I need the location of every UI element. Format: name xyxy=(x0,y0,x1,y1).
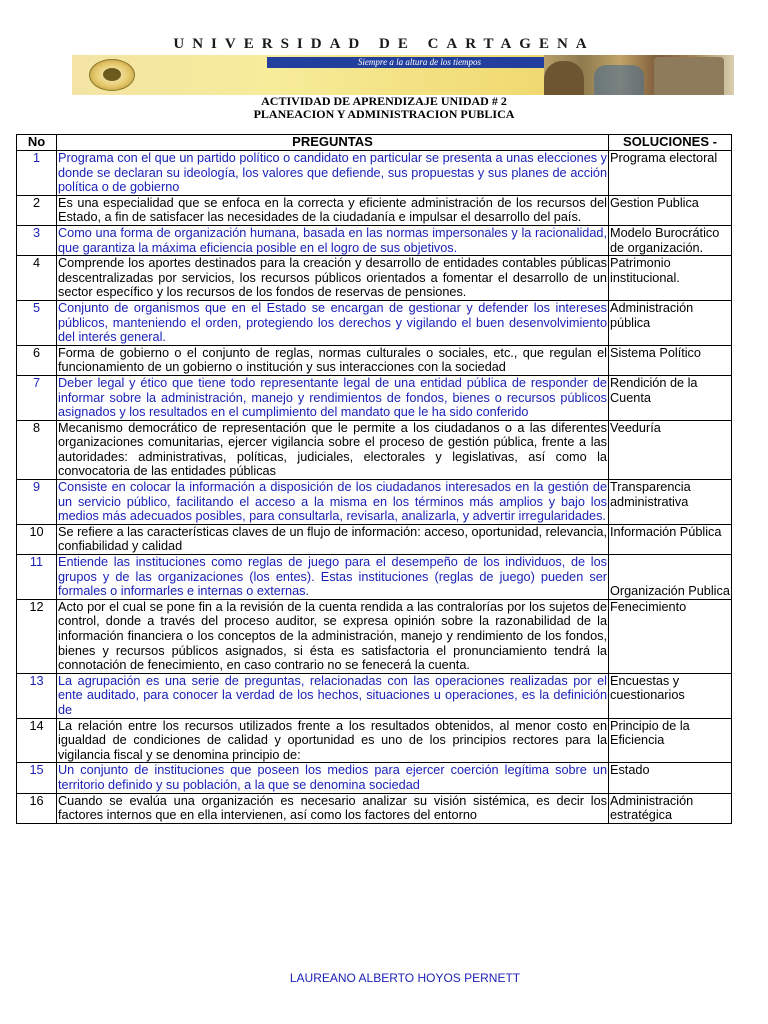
row-solution: Patrimonio institucional. xyxy=(609,256,732,301)
table-row xyxy=(17,673,732,718)
row-solution: Organización Publica xyxy=(609,555,732,600)
table-row xyxy=(17,225,732,255)
row-number: 6 xyxy=(17,345,57,375)
row-number: 7 xyxy=(17,375,57,420)
row-solution: Principio de la Eficiencia xyxy=(609,718,732,763)
table-header-row xyxy=(17,135,732,151)
row-number: 11 xyxy=(17,555,57,600)
table-row xyxy=(17,256,732,301)
document-subtitle: PLANEACION Y ADMINISTRACION PUBLICA xyxy=(253,107,515,121)
table-row xyxy=(17,375,732,420)
row-question: Deber legal y ético que tiene todo representante legal de una entidad pública de responder de informar sobre la administración, manejo y rendimientos de fondos, bienes o recursos públicos asignados y los resultados en el cumplimiento del mandato que le ha sido conferido xyxy=(58,375,607,420)
row-number: 14 xyxy=(17,718,57,763)
row-question: La relación entre los recursos utilizados frente a los resultados obtenidos, al menor costo en igualdad de condiciones de calidad y oportunidad es uno de los principios rectores para la vigilancia fiscal y se denomina principio de: xyxy=(58,718,607,762)
row-number: 4 xyxy=(17,256,57,301)
row-solution: Gestion Publica xyxy=(609,195,732,225)
university-title: UNIVERSIDAD DE CARTAGENA xyxy=(173,36,595,52)
campus-photos xyxy=(544,55,734,95)
row-question: Conjunto de organismos que en el Estado se encargan de gestionar y defender los intereses públicos, manteniendo el orden, protegiendo los derechos y vigilando el buen desenvolvimiento del interés general. xyxy=(58,300,607,345)
table-row xyxy=(17,524,732,554)
table-row xyxy=(17,555,732,600)
table-row xyxy=(17,793,732,823)
author-signature: LAUREANO ALBERTO HOYOS PERNETT xyxy=(289,971,521,985)
row-question: Comprende los aportes destinados para la creación y desarrollo de entidades contables públicas descentralizadas por servicios, los recursos públicos orientados a fomentar el desarrollo de un sector específico y los recursos de los fondos de reservas de pensiones. xyxy=(58,256,607,300)
row-solution: Encuestas y cuestionarios xyxy=(609,673,732,718)
table-row xyxy=(17,300,732,345)
row-question: Un conjunto de instituciones que poseen los medios para ejercer coerción legítima sobre un territorio definido y su población, a la que se denomina sociedad xyxy=(58,763,607,792)
document-title: ACTIVIDAD DE APRENDIZAJE UNIDAD # 2 xyxy=(261,94,507,108)
table-row xyxy=(17,480,732,525)
table-row xyxy=(17,151,732,196)
table-row xyxy=(17,195,732,225)
row-solution: Administración pública xyxy=(609,300,732,345)
row-number: 10 xyxy=(17,524,57,554)
table-row xyxy=(17,599,732,673)
table-row xyxy=(17,718,732,763)
table-row xyxy=(17,420,732,479)
row-solution: Modelo Burocrático de organización. xyxy=(609,225,732,255)
row-number: 3 xyxy=(17,225,57,255)
row-question: Cuando se evalúa una organización es necesario analizar su visión sistémica, es decir los factores internos que en ella intervienen, así como los factores del entorno xyxy=(58,793,607,823)
row-number: 2 xyxy=(17,195,57,225)
university-banner xyxy=(72,55,734,95)
column-header-questions: PREGUNTAS xyxy=(57,135,609,151)
row-number: 5 xyxy=(17,300,57,345)
row-question: Como una forma de organización humana, basada en las normas impersonales y la racionalidad, que garantiza la máxima eficiencia posible en el logro de sus objetivos. xyxy=(58,225,607,255)
table-row xyxy=(17,345,732,375)
row-question: Se refiere a las características claves de un flujo de información: acceso, oportunidad, relevancia, confiabilidad y calidad xyxy=(58,524,607,554)
row-question: La agrupación es una serie de preguntas, relacionadas con las operaciones realizadas por el ente auditado, para conocer la verdad de los hechos, situaciones u operaciones, es la definición de xyxy=(58,673,607,717)
row-number: 13 xyxy=(17,673,57,718)
row-question: Mecanismo democrático de representación que le permite a los ciudadanos o a las diferentes organizaciones comunitarias, ejercer vigilancia sobre el proceso de gestión pública, frente a las autoridades: administrativas, políticas, judiciales, electorales y legislativas, así como la convocatoria de las entidades públicas xyxy=(58,420,607,479)
row-question: Programa con el que un partido político o candidato en particular se presenta a unas elecciones y donde se declaran su ideología, los valores que defiende, sus propuestas y sus planes de acción política o de gobierno xyxy=(58,151,607,195)
column-header-solutions: SOLUCIONES - xyxy=(609,135,732,151)
column-header-no: No xyxy=(17,135,57,151)
row-solution: Veeduría xyxy=(609,420,732,479)
row-question: Entiende las instituciones como reglas de juego para el desempeño de los individuos, de los grupos y de las organizaciones (los entes). Estas instituciones (reglas de juego) pueden ser formales o informarles e internas o externas. xyxy=(58,555,607,599)
questions-table xyxy=(16,134,732,824)
row-question: Forma de gobierno o el conjunto de reglas, normas culturales o sociales, etc., que regulan el funcionamiento de un gobierno o institución y sus interacciones con la sociedad xyxy=(58,345,607,375)
row-solution: Programa electoral xyxy=(609,151,732,196)
university-motto: Siempre a la altura de los tiempos xyxy=(357,57,482,67)
row-solution: Fenecimiento xyxy=(609,599,732,673)
row-question: Es una especialidad que se enfoca en la correcta y eficiente administración de los recursos del Estado, a fin de satisfacer las necesidades de la ciudadanía e impulsar el desarrollo del país. xyxy=(58,195,607,225)
row-solution: Información Pública xyxy=(609,524,732,554)
row-solution: Administración estratégica xyxy=(609,793,732,823)
row-solution: Rendición de la Cuenta xyxy=(609,375,732,420)
row-solution: Estado xyxy=(609,763,732,793)
university-shield-icon xyxy=(89,59,135,91)
row-number: 16 xyxy=(17,793,57,823)
row-number: 9 xyxy=(17,480,57,525)
row-number: 8 xyxy=(17,420,57,479)
row-solution: Sistema Político xyxy=(609,345,732,375)
row-question: Acto por el cual se pone fin a la revisión de la cuenta rendida a las contralorías por los sujetos de control, donde a través del proceso auditor, se expresa opinión sobre la razonabilidad de la información financiera o los conceptos de la administración, manejo y rendimiento de los fondos, bienes y recursos públicos asignados, si ésta es satisfactoria el pronunciamiento tendrá la connotación de fenecimiento, en caso contrario no se fenecerá la cuenta. xyxy=(58,599,607,673)
table-row xyxy=(17,763,732,793)
row-number: 1 xyxy=(17,151,57,196)
row-number: 15 xyxy=(17,763,57,793)
row-number: 12 xyxy=(17,599,57,673)
row-solution: Transparencia administrativa xyxy=(609,480,732,525)
row-question: Consiste en colocar la información a disposición de los ciudadanos interesados en la gestión de un servicio público, facilitando el acceso a la misma en los términos más amplios y bajo los medios más adecuados posibles, para consultarla, revisarla, analizarla, y advertir irregularidades. xyxy=(58,480,607,524)
